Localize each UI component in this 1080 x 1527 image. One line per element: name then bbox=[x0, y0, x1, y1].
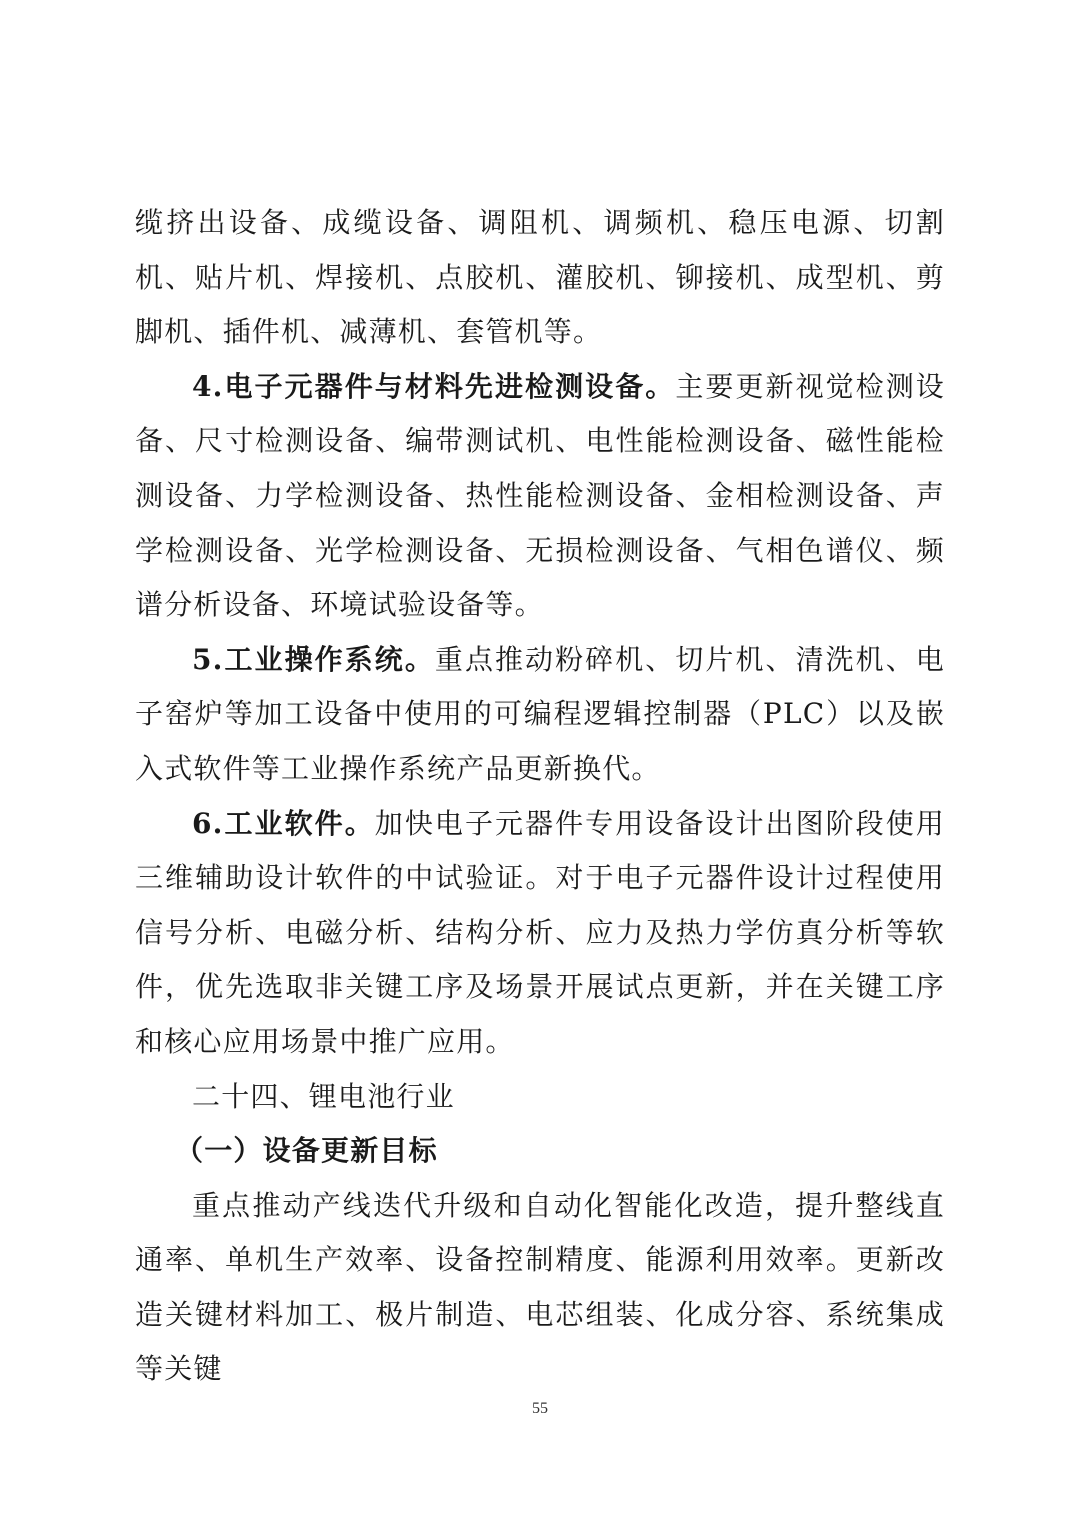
paragraph-item-4 bbox=[135, 360, 945, 633]
paragraph-lead: 4.电子元器件与材料先进检测设备。 bbox=[192, 369, 676, 403]
paragraph-text: 重点推动粉碎机、切片机、清洗机、电子窑炉等加工设备中使用的可编程逻辑控制器（PLC）以及嵌入式软件等工业操作系统产品更新换代。 bbox=[135, 642, 945, 785]
paragraph-text: 加快电子元器件专用设备设计出图阶段使用三维辅助设计软件的中试验证。对于电子元器件设计过程使用信号分析、电磁分析、结构分析、应力及热力学仿真分析等软件，优先选取非关键工序及场景开展试点更新，并在关键工序和核心应用场景中推广应用。 bbox=[135, 806, 945, 1058]
paragraph-item-5 bbox=[135, 633, 945, 797]
paragraph-final bbox=[135, 1179, 945, 1397]
subsection-heading: （一）设备更新目标 bbox=[175, 1134, 438, 1168]
paragraph-lead: 6.工业软件。 bbox=[192, 806, 375, 840]
paragraph-item-6 bbox=[135, 797, 945, 1070]
paragraph-text: 主要更新视觉检测设备、尺寸检测设备、编带测试机、电性能检测设备、磁性能检测设备、力学检测设备、热性能检测设备、金相检测设备、声学检测设备、光学检测设备、无损检测设备、气相色谱仪、频谱分析设备、环境试验设备等。 bbox=[135, 369, 945, 622]
paragraph-text: 缆挤出设备、成缆设备、调阻机、调频机、稳压电源、切割机、贴片机、焊接机、点胶机、灌胶机、铆接机、成型机、剪脚机、插件机、减薄机、套管机等。 bbox=[135, 206, 945, 349]
page-number: 55 bbox=[532, 1400, 548, 1417]
paragraph-text: 重点推动产线迭代升级和自动化智能化改造，提升整线直通率、单机生产效率、设备控制精度、能源利用效率。更新改造关键材料加工、极片制造、电芯组装、化成分容、系统集成等关键 bbox=[135, 1188, 945, 1386]
paragraph-lead: 5.工业操作系统。 bbox=[192, 642, 435, 676]
section-heading: 二十四、锂电池行业 bbox=[192, 1079, 455, 1113]
paragraph-continuation bbox=[135, 196, 945, 360]
document-body bbox=[135, 196, 945, 1397]
